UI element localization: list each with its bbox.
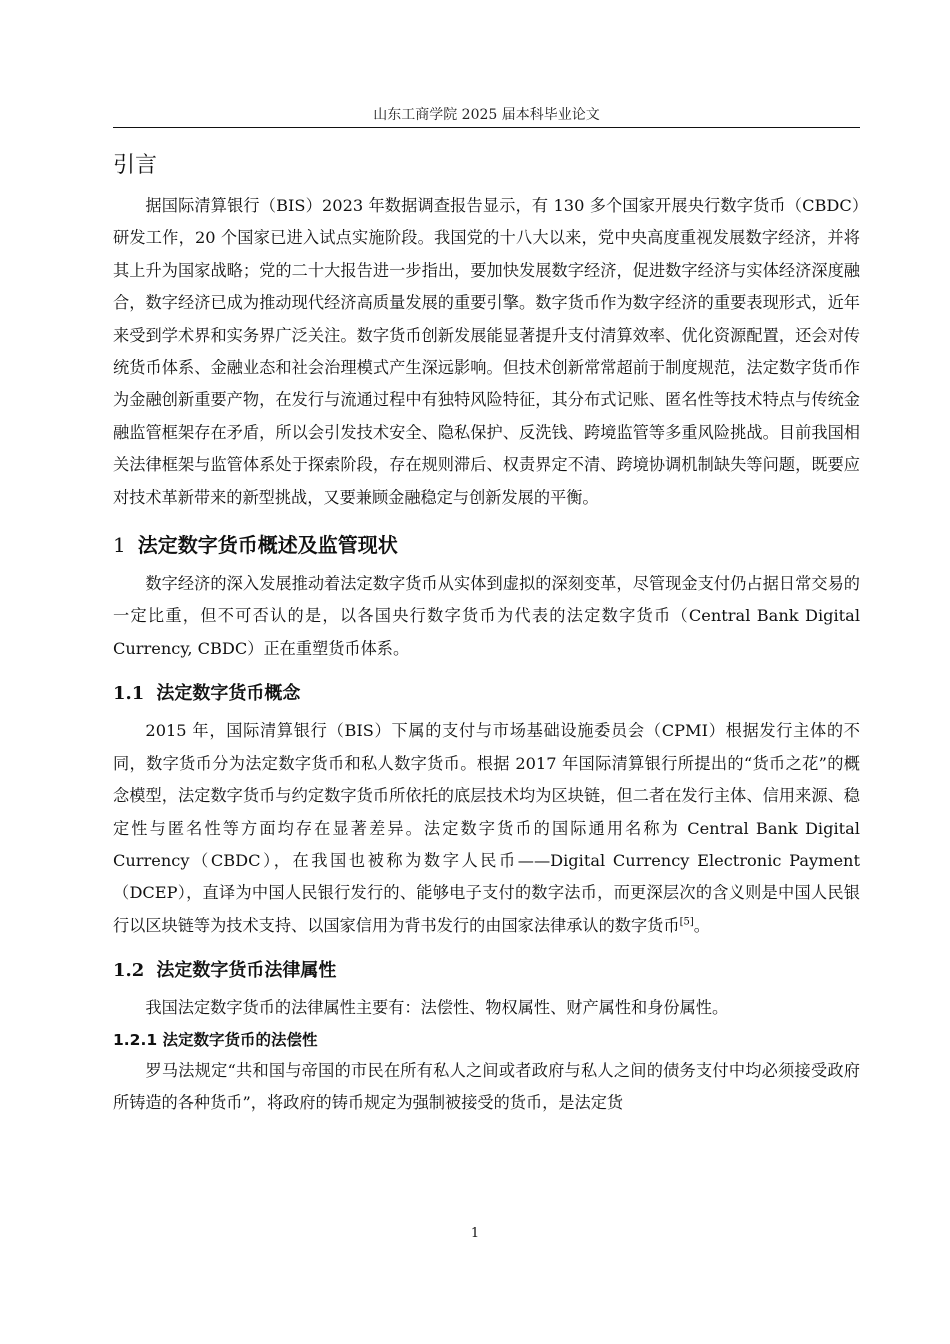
section-1-1-heading: [113, 677, 860, 711]
section-title: 法定数字货币法律属性: [156, 960, 337, 982]
page-content: [113, 146, 860, 1119]
paragraph-text: 2015 年，国际清算银行（BIS）下属的支付与市场基础设施委员会（CPMI）根据发行主体的不同，数字货币分为法定数字货币和私人数字货币。根据 2017 年国际清算银行所提出的“货币之花”的概念模型，法定数字货币与约定数字货币所依托的底层技术均为区块链，但二者在发行主体、信用来源、稳定性与匿名性等方面均存在显著差异。法定数字货币的国际通用名称为 Central Bank Digital Currency（CBDC），在我国也被称为数字人民币——Digital Currency Electronic Payment（DCEP），直译为中国人民银行发行的、能够电子支付的数字法币，而更深层次的含义则是中国人民银行以区块链等为技术支持、以国家信用为背书发行的由国家法律承认的数字货币: [113, 721, 860, 935]
section-number: 1.1: [113, 683, 145, 705]
running-header: 山东工商学院 2025 届本科毕业论文: [373, 107, 600, 123]
chapter-title: 法定数字货币概述及监管现状: [137, 533, 398, 558]
page-number: 1: [470, 1226, 480, 1241]
intro-paragraph: 据国际清算银行（BIS）2023 年数据调查报告显示，有 130 多个国家开展央行数字货币（CBDC）研发工作，20 个国家已进入试点实施阶段。我国党的十八大以来，党中央高度重视发展数字经济，并将其上升为国家战略；党的二十大报告进一步指出，要加快发展数字经济，促进数字经济与实体经济深度融合，数字经济已成为推动现代经济高质量发展的重要引擎。数字货币作为数字经济的重要表现形式，近年来受到学术界和实务界广泛关注。数字货币创新发展能显著提升支付清算效率、优化资源配置，还会对传统货币体系、金融业态和社会治理模式产生深远影响。但技术创新常常超前于制度规范，法定数字货币作为金融创新重要产物，在发行与流通过程中有独特风险特征，其分布式记账、匿名性等技术特点与传统金融监管框架存在矛盾，所以会引发技术安全、隐私保护、反洗钱、跨境监管等多重风险挑战。目前我国相关法律框架与监管体系处于探索阶段，存在规则滞后、权责界定不清、跨境协调机制缺失等问题，既要应对技术革新带来的新型挑战，又要兼顾金融稳定与创新发展的平衡。: [113, 196, 860, 507]
section-number: 1.2: [113, 960, 145, 982]
section-1-2-paragraph: 我国法定数字货币的法律属性主要有：法偿性、物权属性、财产属性和身份属性。: [145, 998, 729, 1018]
section-1-2-heading: [113, 954, 860, 988]
intro-heading: 引言: [113, 153, 158, 178]
chapter-number: 1: [113, 533, 126, 558]
subsection-1-2-1-paragraph: 罗马法规定“共和国与帝国的市民在所有私人之间或者政府与私人之间的债务支付中均必须接受政府所铸造的各种货币”，将政府的铸币规定为强制被接受的货币，是法定货: [113, 1060, 860, 1112]
header-divider: [113, 127, 860, 128]
citation-reference[interactable]: [5]: [679, 916, 694, 928]
paragraph-end: 。: [693, 915, 710, 935]
section-title: 法定数字货币概念: [156, 683, 301, 705]
subsection-1-2-1-heading: 1.2.1 法定数字货币的法偿性: [113, 1030, 318, 1049]
chapter-1-heading: [113, 528, 860, 562]
section-1-1-paragraph: [113, 715, 860, 942]
chapter-1-paragraph: 数字经济的深入发展推动着法定数字货币从实体到虚拟的深刻变革，尽管现金支付仍占据日常交易的一定比重，但不可否认的是，以各国央行数字货币为代表的法定数字货币（Central Bank Digital Currency, CBDC）正在重塑货币体系。: [113, 574, 860, 658]
